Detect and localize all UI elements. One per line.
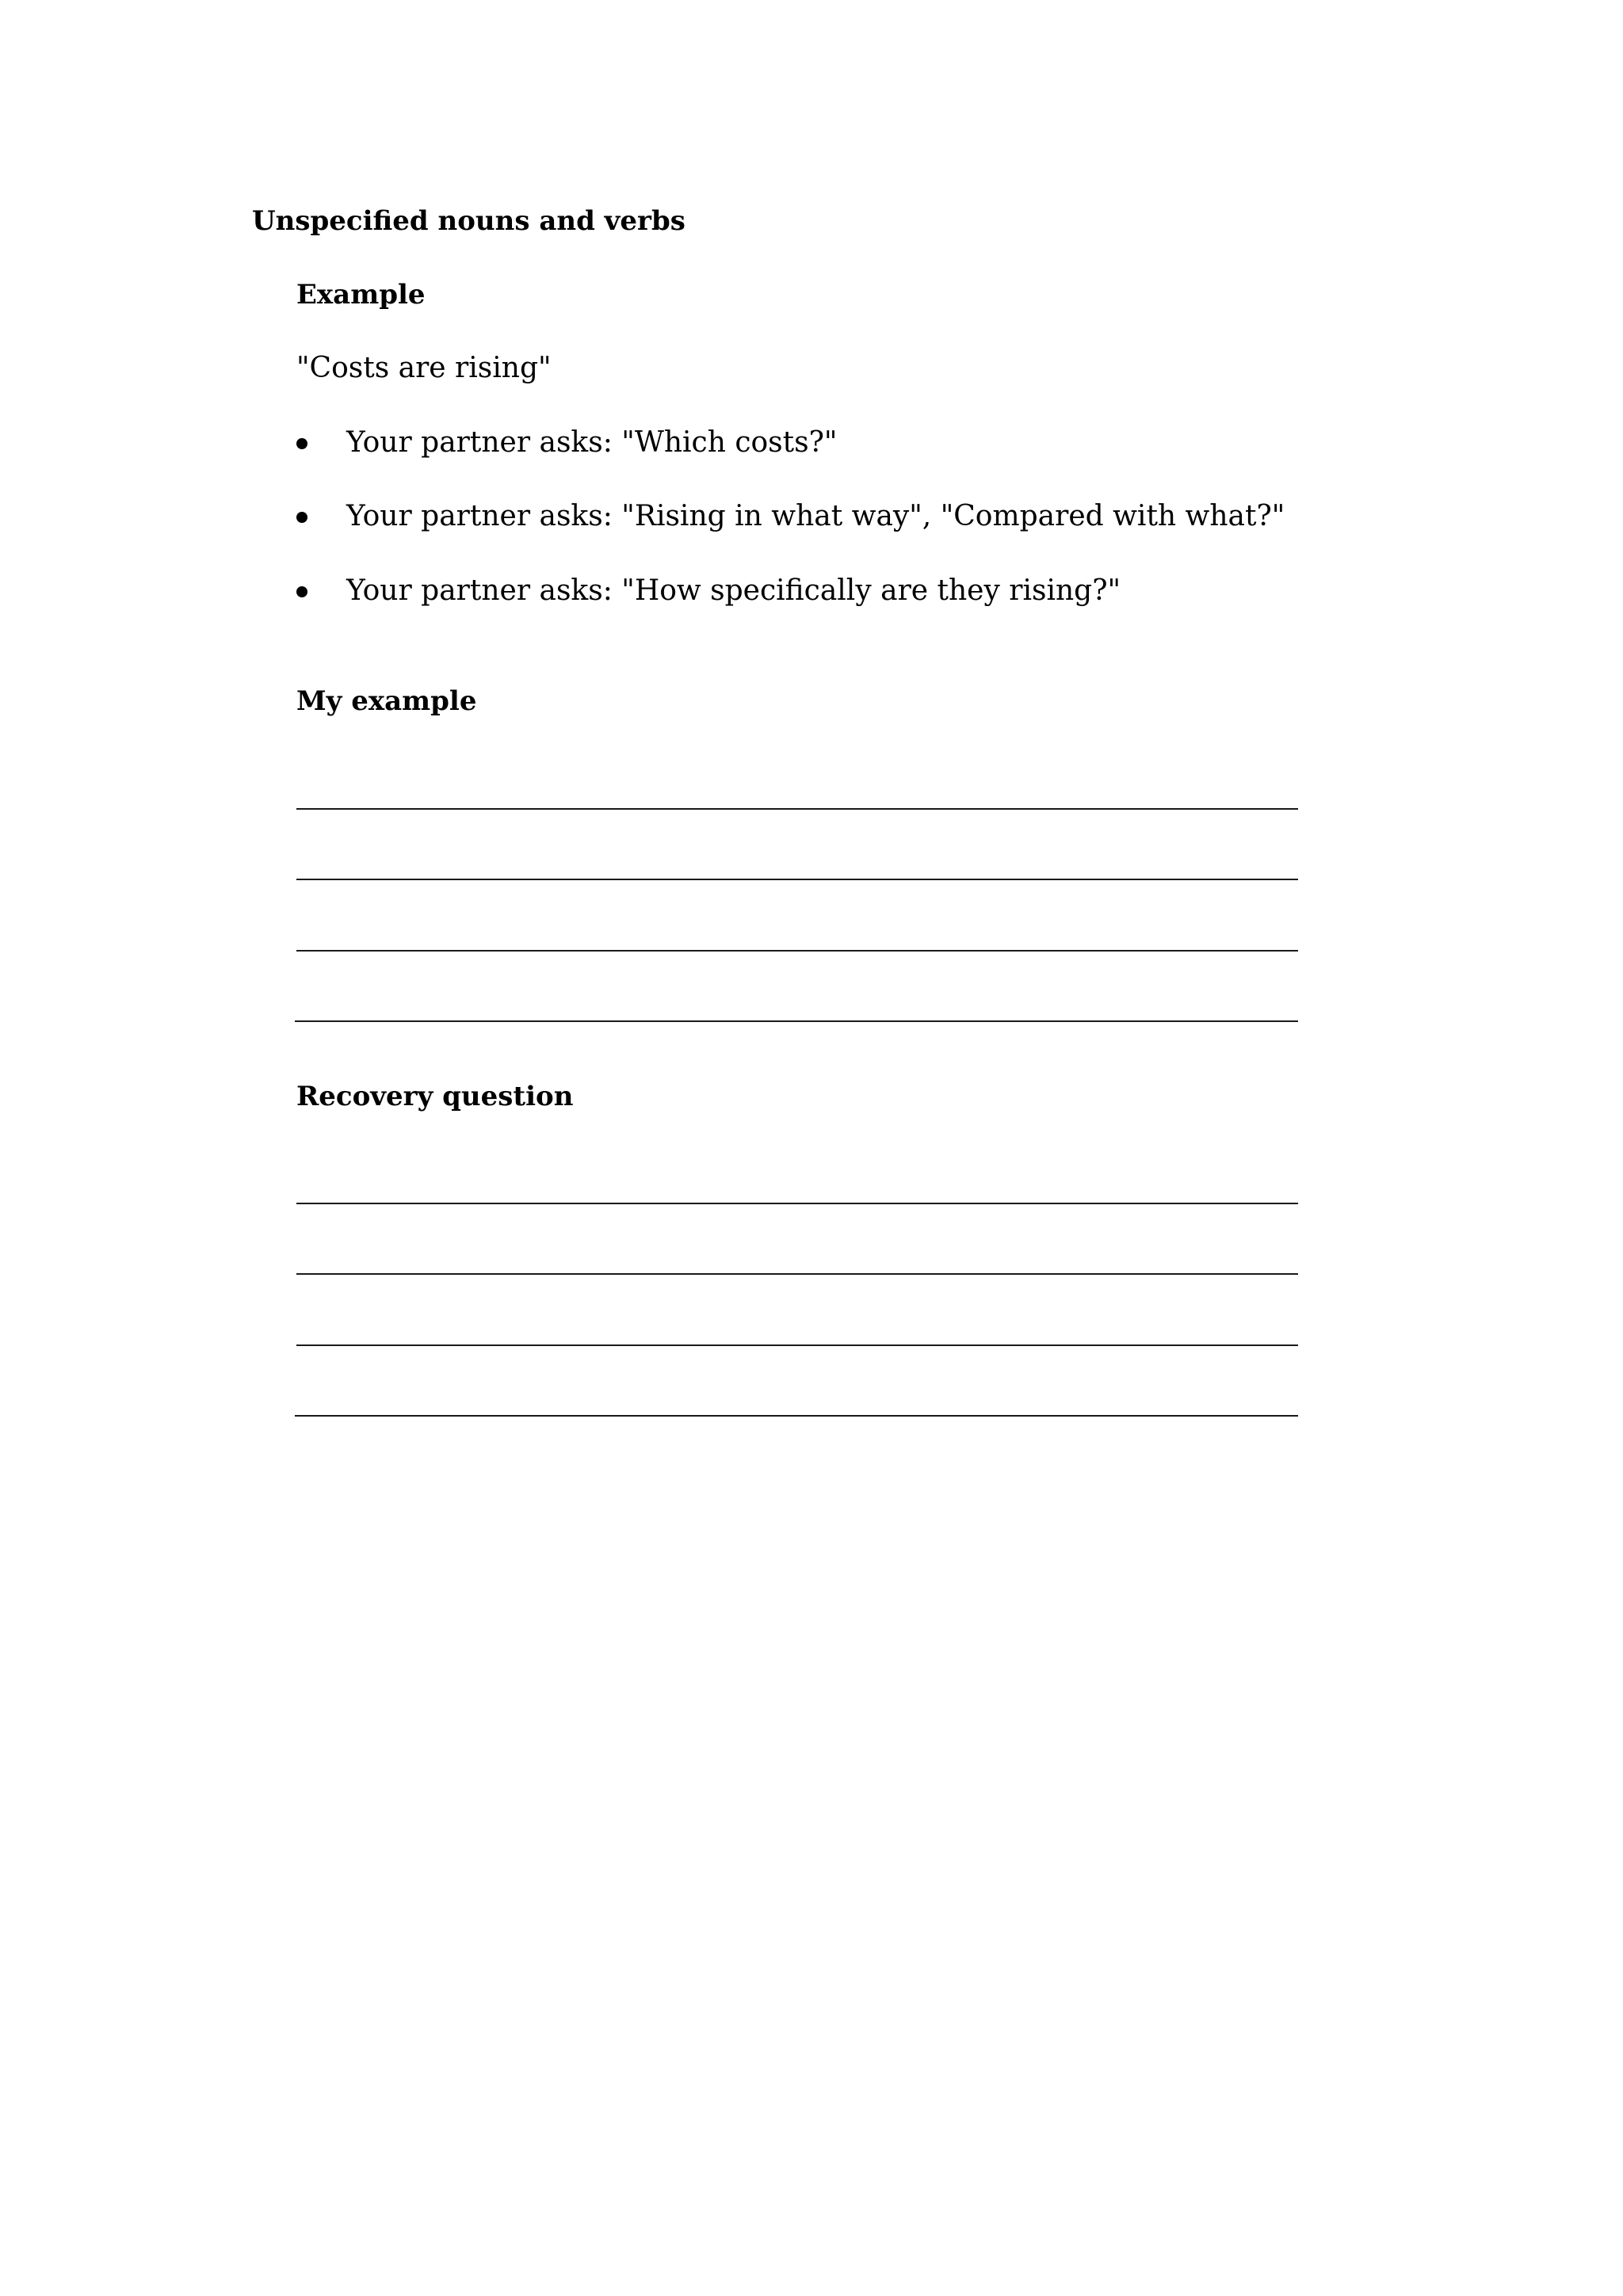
my-example-answer-line-1[interactable] [296, 808, 1298, 810]
bullet-icon [296, 438, 307, 449]
bullet-item-1: Your partner asks: "Which costs?" [346, 426, 838, 459]
my-example-heading: My example [296, 685, 477, 717]
bullet-icon [296, 512, 307, 523]
bullet-item-3: Your partner asks: "How specifically are they rising?" [346, 574, 1121, 607]
bullet-icon [296, 586, 307, 597]
recovery-answer-line-2[interactable] [296, 1273, 1298, 1275]
recovery-answer-line-3[interactable] [296, 1344, 1298, 1346]
my-example-answer-line-4[interactable] [295, 1020, 1298, 1022]
my-example-answer-line-2[interactable] [296, 879, 1298, 880]
recovery-answer-line-4[interactable] [295, 1415, 1298, 1417]
example-heading: Example [296, 279, 426, 311]
example-quote: "Costs are rising" [296, 352, 552, 384]
section-title: Unspecified nouns and verbs [252, 205, 685, 237]
my-example-answer-line-3[interactable] [296, 950, 1298, 952]
recovery-answer-line-1[interactable] [296, 1203, 1298, 1204]
bullet-item-2: Your partner asks: "Rising in what way", "Compared with what?" [346, 500, 1285, 532]
recovery-question-heading: Recovery question [296, 1081, 574, 1112]
